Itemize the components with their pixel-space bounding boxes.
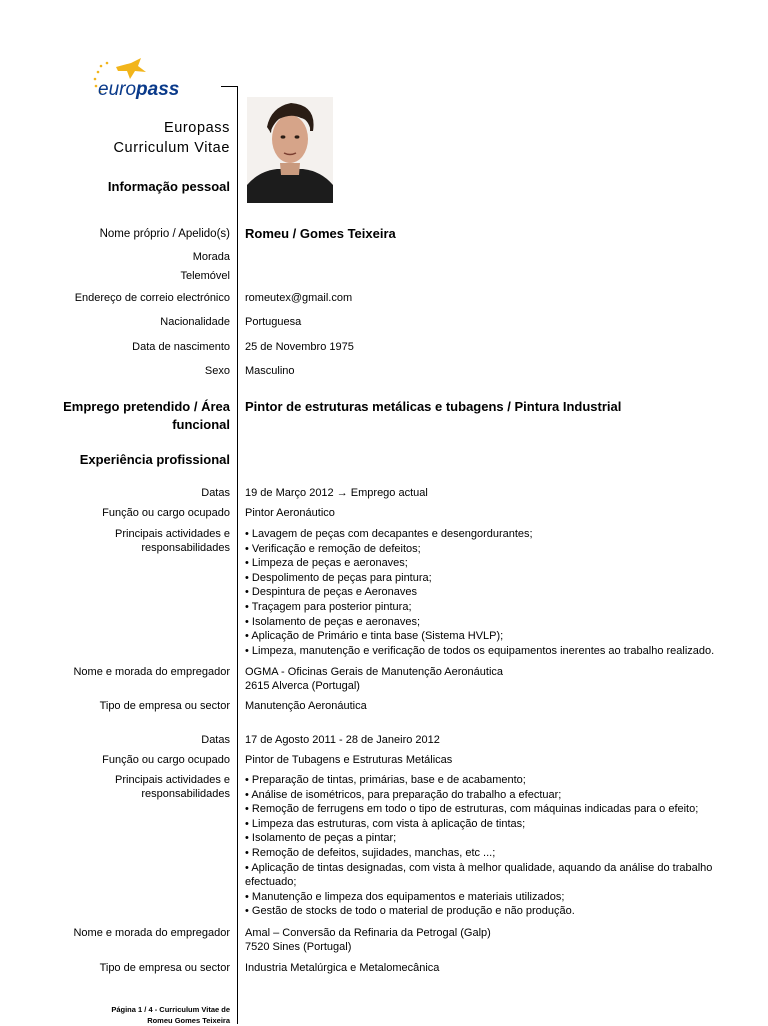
job2-activities-label — [115, 773, 230, 801]
sex-value: Masculino — [245, 365, 295, 377]
list-item: • Aplicação de tintas designadas, com vista à melhor qualidade, aquando da análise do trabalho efectuado; — [245, 861, 715, 890]
activities-label-line2: responsabilidades — [141, 542, 230, 554]
list-item: • Remoção de defeitos, sujidades, manchas, etc ...; — [245, 846, 715, 861]
job1-dates-value: 19 de Março 2012 → Emprego actual — [245, 487, 428, 499]
list-item: • Análise de isométricos, para preparação do trabalho a efectuar; — [245, 788, 715, 803]
list-item: • Lavagem de peças com decapantes e desengordurantes; — [245, 527, 714, 542]
profile-photo — [247, 97, 333, 203]
cv-title-line1: Europass — [163, 120, 230, 136]
europass-logo — [86, 55, 186, 105]
job2-sector-value: Industria Metalúrgica e Metalomecânica — [245, 962, 440, 974]
experience-heading: Experiência profissional — [79, 452, 230, 467]
job2-dates-label: Datas — [201, 734, 230, 746]
job2-role-value: Pintor de Tubagens e Estruturas Metálicas — [245, 754, 453, 766]
list-item: • Verificação e remoção de defeitos; — [245, 542, 714, 557]
list-item: • Manutenção e limpeza dos equipamentos e materiais utilizados; — [245, 890, 715, 905]
job1-activities-label — [115, 527, 230, 555]
job1-employer-line2: 2615 Alverca (Portugal) — [245, 680, 360, 692]
list-item: • Isolamento de peças e aeronaves; — [245, 615, 714, 630]
list-item: • Gestão de stocks de todo o material de produção e não produção. — [245, 904, 715, 919]
list-item: • Limpeza de peças e aeronaves; — [245, 556, 714, 571]
list-item: • Traçagem para posterior pintura; — [245, 600, 714, 615]
list-item: • Isolamento de peças a pintar; — [245, 831, 715, 846]
desired-job-label-line1: Emprego pretendido / Área — [63, 399, 230, 414]
job1-sector-value: Manutenção Aeronáutica — [245, 700, 367, 712]
birth-date-value: 25 de Novembro 1975 — [245, 341, 354, 353]
logo-text-pass: pass — [136, 79, 180, 100]
job1-sector-label: Tipo de empresa ou sector — [99, 700, 230, 712]
name-value: Romeu / Gomes Teixeira — [245, 226, 396, 241]
email-label: Endereço de correio electrónico — [74, 292, 230, 304]
job1-role-value: Pintor Aeronáutico — [245, 507, 335, 519]
list-item: • Aplicação de Primário e tinta base (Sistema HVLP); — [245, 629, 714, 644]
job1-employer-label: Nome e morada do empregador — [73, 666, 230, 678]
footer-line2: Romeu Gomes Teixeira — [147, 1016, 230, 1025]
desired-job-label — [63, 398, 230, 434]
job2-role-label: Função ou cargo ocupado — [102, 754, 230, 766]
list-item: • Despolimento de peças para pintura; — [245, 571, 714, 586]
nationality-value: Portuguesa — [245, 316, 302, 328]
job2-employer-value — [245, 926, 491, 954]
job1-employer-value — [245, 665, 503, 693]
left-column-rule — [237, 86, 238, 1024]
job1-dates-label: Datas — [201, 487, 230, 499]
job2-employer-line2: 7520 Sines (Portugal) — [245, 941, 352, 953]
footer-line1: Página 1 / 4 - Curriculum Vitae de — [111, 1005, 230, 1014]
job2-dates-value: 17 de Agosto 2011 - 28 de Janeiro 2012 — [245, 734, 440, 746]
job1-employer-line1: OGMA - Oficinas Gerais de Manutenção Aeronáutica — [245, 666, 504, 678]
list-item: • Despintura de peças e Aeronaves — [245, 585, 714, 600]
job2-sector-label: Tipo de empresa ou sector — [99, 962, 230, 974]
activities-label-line1: Principais actividades e — [115, 774, 230, 786]
job2-employer-label: Nome e morada do empregador — [73, 927, 230, 939]
name-label: Nome próprio / Apelido(s) — [99, 228, 230, 240]
list-item: • Limpeza, manutenção e verificação de todos os equipamentos inerentes ao trabalho realizado. — [245, 644, 714, 659]
activities-label-line2: responsabilidades — [141, 788, 230, 800]
activities-label-line1: Principais actividades e — [115, 528, 230, 540]
top-tick — [221, 86, 237, 87]
job1-activities-list — [245, 527, 714, 658]
logo-text-euro: euro — [98, 79, 137, 100]
email-value[interactable]: romeutex@gmail.com — [245, 292, 353, 304]
personal-info-heading: Informação pessoal — [107, 179, 230, 194]
job2-employer-line1: Amal – Conversão da Refinaria da Petrogal (Galp) — [245, 927, 491, 939]
birth-date-label: Data de nascimento — [132, 341, 230, 353]
nationality-label: Nacionalidade — [160, 316, 230, 328]
list-item: • Remoção de ferrugens em todo o tipo de estruturas, com máquinas indicadas para o efeito; — [245, 802, 715, 817]
cv-title — [113, 118, 230, 158]
desired-job-label-line2: funcional — [172, 417, 230, 432]
job2-activities-list — [245, 773, 715, 919]
job1-role-label: Função ou cargo ocupado — [102, 507, 230, 519]
address-label: Morada — [192, 251, 230, 263]
cv-title-line2: Curriculum Vitae — [113, 140, 230, 156]
list-item: • Preparação de tintas, primárias, base e de acabamento; — [245, 773, 715, 788]
page-footer — [111, 1004, 230, 1026]
phone-label: Telemóvel — [180, 270, 230, 282]
desired-job-value: Pintor de estruturas metálicas e tubagens / Pintura Industrial — [245, 399, 622, 414]
list-item: • Limpeza das estruturas, com vista à aplicação de tintas; — [245, 817, 715, 832]
sex-label: Sexo — [204, 365, 230, 377]
